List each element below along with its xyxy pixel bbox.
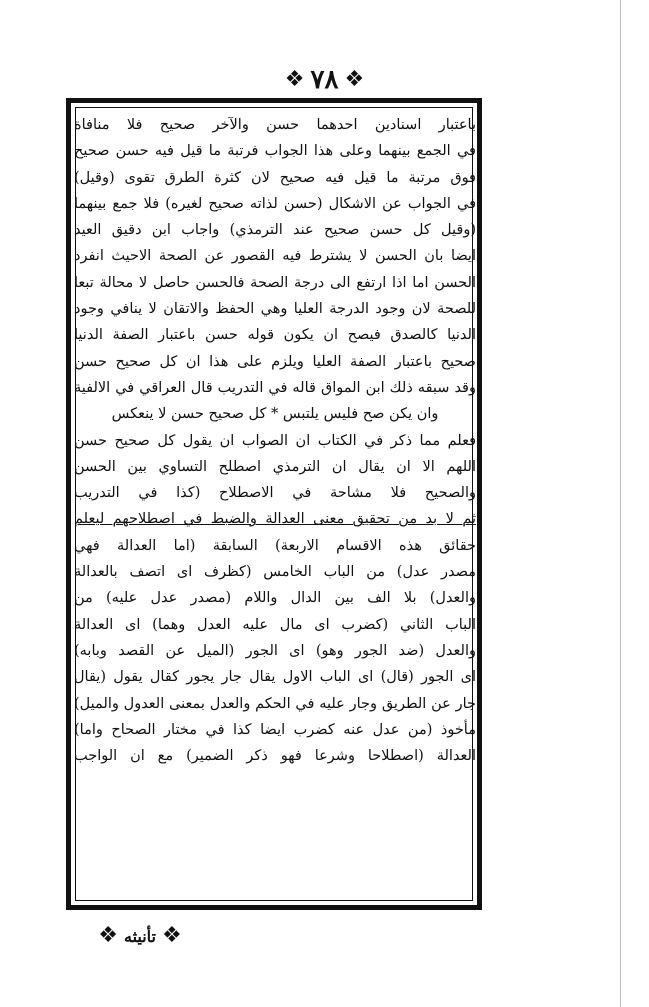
text-line: باعتبار اسنادين احدهما حسن والآخر صحيح فلا منافاة (74, 117, 476, 133)
text-line: فوق مرتبة ما قيل فيه صحيح لان كثرة الطرق تقوى (وقيل) (74, 169, 476, 186)
page-number: ٧٨ (310, 65, 339, 95)
text-line: مصدر عدل) من الباب الخامس (كظرف اى اتصف بالعدالة (74, 564, 476, 581)
text-line: اى الجور (قال) اى الباب الاول يقال جار يجور كقال يقول (يقال (74, 669, 476, 686)
ornament-left-icon: ❖ (284, 67, 305, 92)
text-line: ايضا بان الحسن لا يشترط فيه القصور عن الصحة الاحيث انفرد (74, 248, 476, 265)
text-line: في الجواب عن الاشكال (حسن لذاته صحيح لغيره) فلا جمع بينهما (74, 195, 476, 212)
text-line: حقائق هذه الاقسام الاربعة) السابقة (اما العدالة فهي (74, 537, 476, 554)
text-line: والعدل (ضد الجور وهو) اى الجور (الميل عن القصد وبابه) (74, 642, 476, 659)
text-line: فعلم مما ذكر في الكتاب ان الصواب ان يقول كل صحيح حسن (74, 432, 476, 449)
text-line: الباب الثاني (كضرب اى مال عليه العدل وهما) اى العدالة (74, 616, 476, 633)
text-line: والعدل) بلا الف بين الدال واللام (مصدر عدل عليه) من (74, 590, 476, 607)
main-text-block (74, 112, 476, 902)
catchword: تأنيثه (123, 926, 156, 946)
page-header (0, 60, 649, 100)
text-line: صحيح باعتبار الصفة العليا ويلزم على هذا ان كل صحيح حسن (74, 353, 476, 370)
text-line: العدالة (اصطلاحا وشرعا فهو ذكر الضمير) مع ان الواجب (74, 748, 476, 765)
text-line: للصحة لان وجود الدرجة العليا وهي الحفظ والاتقان لا ينافي وجود (74, 301, 476, 318)
text-line: مأخوذ (من عدل عنه كضرب ايضا كذا في مختار الصحاح واما) (74, 721, 476, 738)
text-line: الحسن اما اذا ارتفع الى درجة الصحة فالحسن حاصل لا محالة تبعا (74, 274, 476, 291)
scan-edge-line (620, 0, 621, 1007)
ornament-left-icon: ❖ (98, 923, 118, 948)
ornament-right-icon: ❖ (344, 67, 365, 92)
catchword-footer (80, 918, 200, 954)
text-line: في الجمع بينهما وعلى هذا الجواب فرتبة ما قيل فيه حسن صحيح (74, 143, 476, 160)
text-line: وقد سبقه ذلك ابن المواق قاله في التدريب قال العراقي في الالفية (74, 379, 476, 396)
text-line: جار عن الطريق وجار عليه في الحكم والعدل بمعنى العدول والميل) (74, 695, 476, 712)
text-line: (وقيل كل حسن صحيح عند الترمذي) واجاب ابن دقيق العيد (74, 222, 476, 239)
text-line: اللهم الا ان يقال ان الترمذي اصطلح التساوي بين الحسن (74, 458, 476, 475)
text-line: الدنيا كالصدق فيصح ان يكون قوله حسن باعتبار الصفة الدنيا (74, 327, 476, 344)
verse-line: وان يكن صح فليس يلتبس * كل صحيح حسن لا ينعكس (111, 406, 439, 423)
text-line-underlined: ثم لا بد من تحقيق معنى العدالة والضبط في اصطلاحهم ليعلم (74, 511, 476, 528)
text-line: والصحيح فلا مشاحة في الاصطلاح (كذا في التدريب (74, 485, 476, 502)
ornament-right-icon: ❖ (162, 923, 182, 948)
